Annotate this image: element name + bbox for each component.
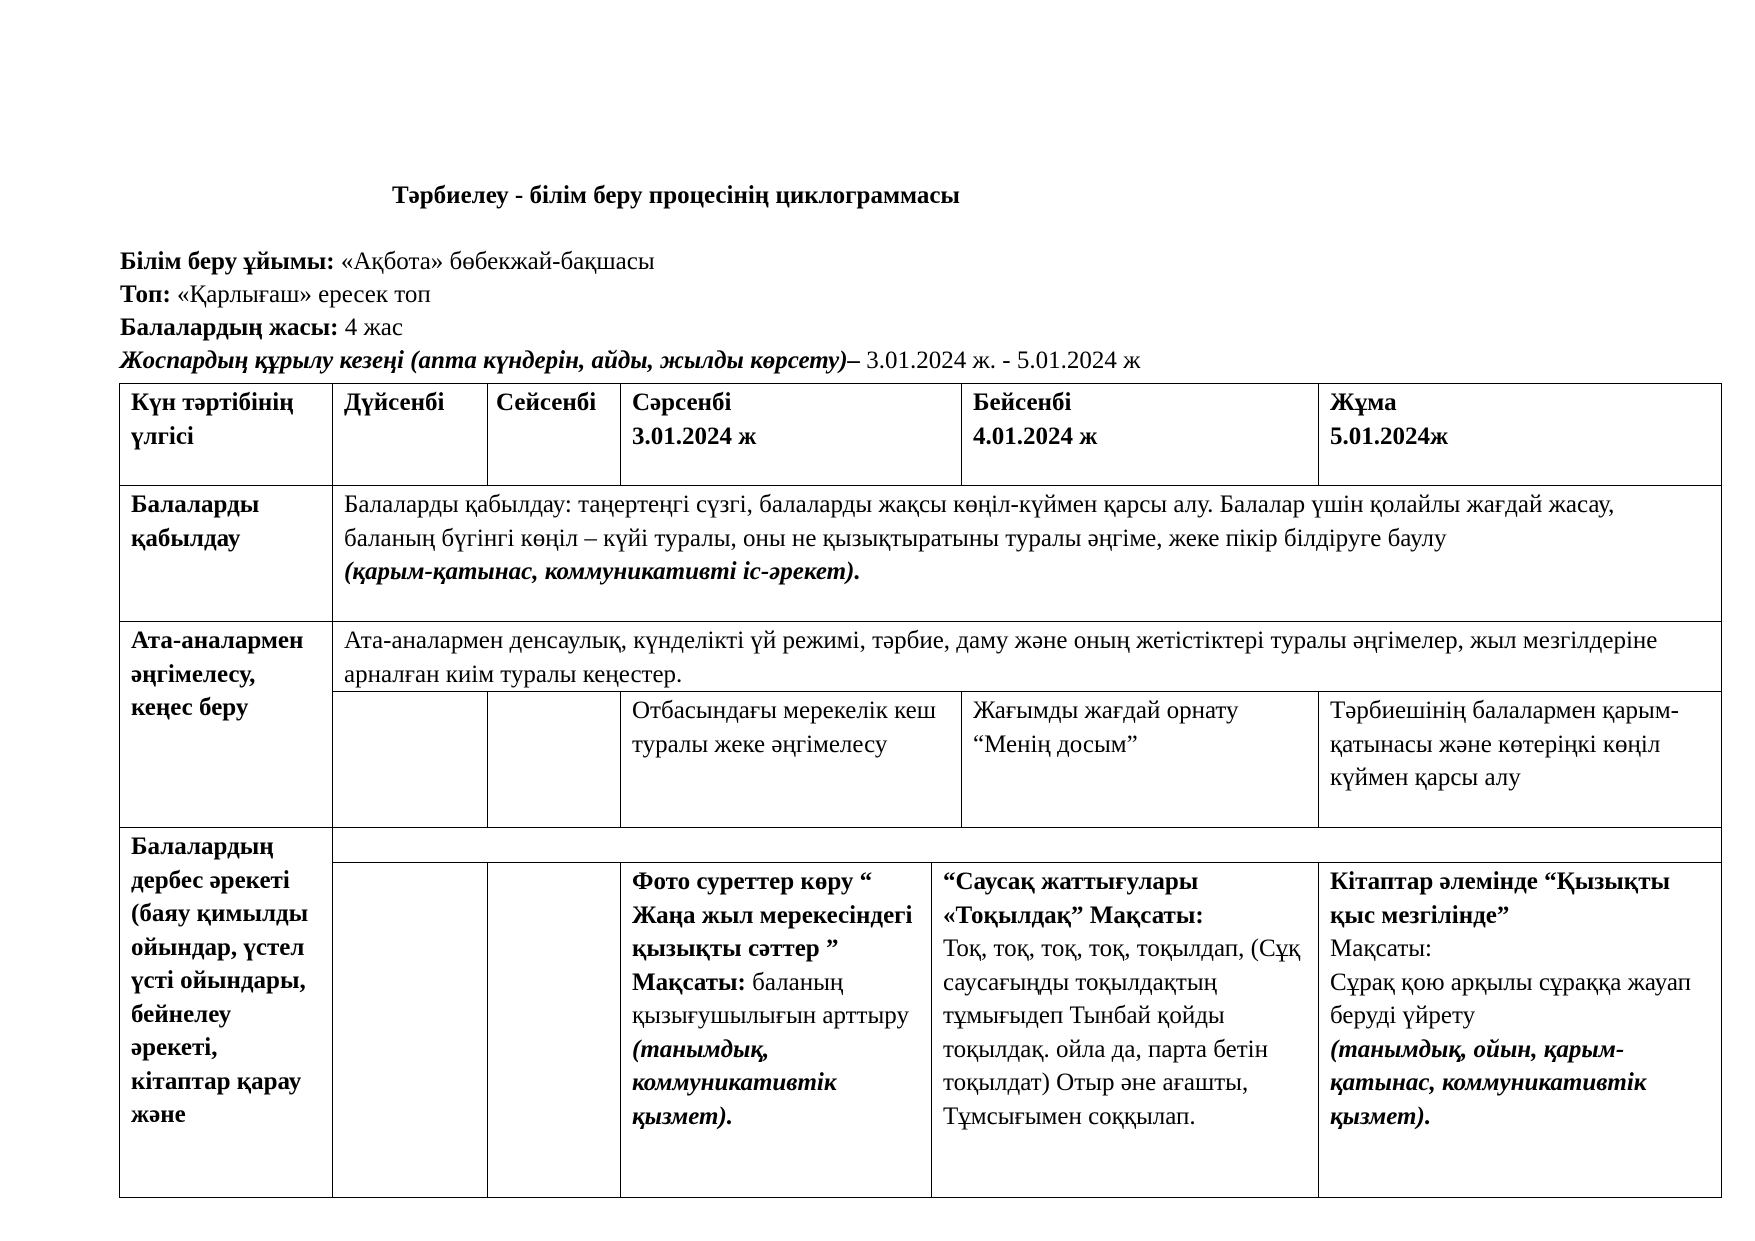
header-row (120, 384, 1722, 486)
independent-wednesday (621, 863, 932, 1198)
independent-thursday (932, 863, 1319, 1198)
reception-text: Балаларды қабылдау: таңертеңгі сүзгі, балаларды жақсы көңіл-күймен қарсы алу. Балалар үшін қолайлы жағдай жасау, баланың бүгінгі көңіл – күйі туралы, оны не қызықтыратыны туралы әңгіме, жеке пікір білдіруге баулу (344, 491, 1615, 552)
parents-monday (333, 692, 488, 828)
age-label: Балалардың жасы: (120, 314, 339, 341)
group-label: Топ: (120, 281, 171, 308)
reception-label: Балаларды қабылдау (120, 486, 333, 622)
parents-row-bottom (120, 692, 1722, 828)
wed-goal-text: баланың қызығушылығын арттыру (632, 968, 909, 1029)
wed-goal-label: Мақсаты: (632, 968, 746, 996)
group-value: «Қарлығаш» ересек топ (170, 281, 431, 308)
age-value: 4 жас (338, 314, 403, 341)
independent-row-top (120, 828, 1722, 863)
fri-activity-type: (танымдық, ойын, қарым-қатынас, коммуникативтік қызмет). (1330, 1035, 1647, 1130)
wednesday-day: Сәрсенбі (632, 389, 732, 416)
reception-cell (333, 486, 1722, 622)
period-line (120, 347, 1140, 375)
parents-wednesday: Отбасындағы мерекелік кеш туралы жеке әңгімелесу (621, 692, 962, 828)
wed-activity-type: (танымдық, коммуникативтік қызмет). (632, 1035, 837, 1130)
head-monday: Дүйсенбі (333, 384, 488, 486)
fri-activity-text: Сұрақ қою арқылы сұраққа жауап беруді үйрету (1330, 968, 1692, 1029)
parents-text: Ата-аналармен денсаулық, күнделікті үй режимі, тәрбие, даму және оның жетістіктері туралы әңгімелер, жыл мезгілдеріне арналған киім туралы кеңестер. (333, 622, 1722, 692)
independent-tuesday (488, 863, 621, 1198)
reception-row (120, 486, 1722, 622)
org-line (120, 248, 655, 276)
period-value: 3.01.2024 ж. - 5.01.2024 ж (860, 347, 1141, 374)
org-label: Білім беру ұйымы: (120, 248, 335, 275)
independent-label: Балалардың дербес әрекеті (баяу қимылды ойындар, үстел үсті ойындары, бейнелеу әрекеті, кітаптар қарау және (120, 828, 333, 1198)
head-tuesday: Сейсенбі (488, 384, 621, 486)
org-value: «Ақбота» бөбекжай-бақшасы (334, 248, 655, 275)
parents-thursday: Жағымды жағдай орнату “Менің досым” (962, 692, 1319, 828)
thursday-day: Бейсенбі (973, 389, 1072, 416)
parents-row-top (120, 622, 1722, 692)
thursday-date: 4.01.2024 ж (973, 422, 1098, 450)
period-label: Жоспардың құрылу кезеңі (апта күндерін, айды, жылды көрсету)– (120, 347, 861, 374)
wednesday-date: 3.01.2024 ж (632, 422, 757, 450)
page-title: Тәрбиелеу - білім беру процесінің циклограммасы (392, 182, 960, 209)
head-thursday (962, 384, 1319, 486)
independent-empty (333, 828, 1722, 863)
age-line (120, 314, 403, 342)
fri-activity-title: Кітаптар әлемінде “Қызықты қыс мезгілінде” (1330, 868, 1670, 929)
head-routine: Күн тәртібінің үлгісі (120, 384, 333, 486)
parents-tuesday (488, 692, 621, 828)
thu-activity-title: “Саусақ жаттығулары «Тоқылдақ” Мақсаты: (943, 868, 1204, 929)
independent-row-bottom (120, 863, 1722, 1198)
wed-activity-title: Фото суреттер көру “ Жаңа жыл мерекесіндегі қызықты сәттер ” (632, 868, 913, 962)
schedule-table (119, 383, 1722, 1198)
independent-monday (333, 863, 488, 1198)
parents-label: Ата-аналармен әңгімелесу, кеңес беру (120, 622, 333, 828)
head-wednesday (621, 384, 962, 486)
fri-goal-label: Мақсаты: (1330, 935, 1433, 962)
friday-day: Жұма (1330, 389, 1397, 416)
thu-activity-text: Тоқ, тоқ, тоқ, тоқ, тоқылдап, (Сұқ саусағыңды тоқылдақтың тұмығыдеп Тынбай қойды тоқылдақ. ойла да, парта бетін тоқылдат) Отыр әне ағашты, Тұмсығымен соққылап. (943, 935, 1301, 1130)
group-line (120, 281, 431, 309)
independent-friday (1319, 863, 1722, 1198)
friday-date: 5.01.2024ж (1330, 422, 1449, 450)
reception-activity: (қарым-қатынас, коммуникативті іс-әрекет). (344, 558, 861, 585)
head-friday (1319, 384, 1722, 486)
parents-friday: Тәрбиешінің балалармен қарым-қатынасы және көтеріңкі көңіл күймен қарсы алу (1319, 692, 1722, 828)
